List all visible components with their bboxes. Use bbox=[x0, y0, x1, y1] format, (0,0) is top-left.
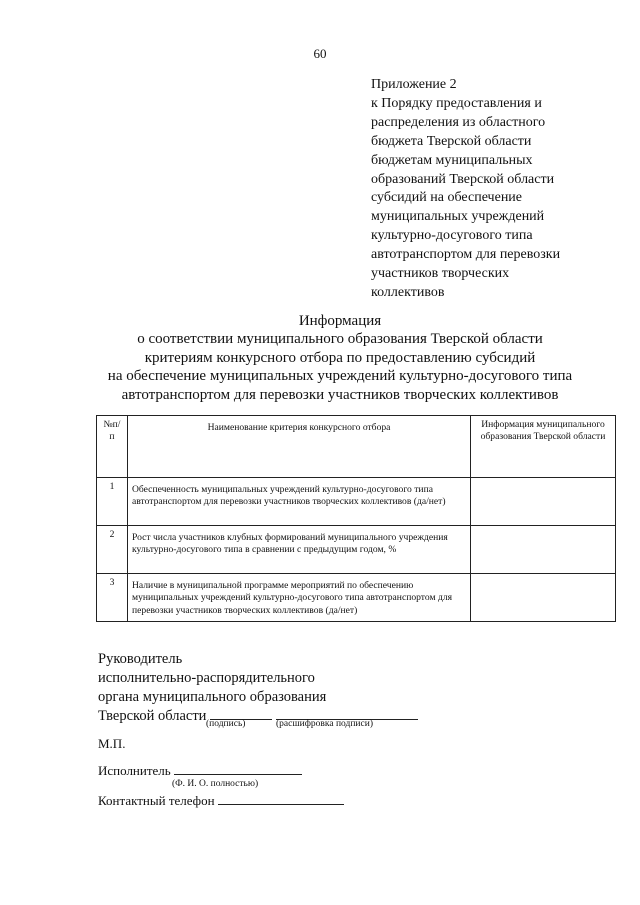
phone-field[interactable] bbox=[218, 792, 344, 805]
signature-line: Руководитель bbox=[98, 651, 183, 667]
row-criterion: Обеспеченность муниципальных учреждений культурно-досугового типа автотранспортом для перевозки участников творческих коллективов (да/нет) bbox=[128, 478, 471, 526]
appendix-line: участников творческих bbox=[371, 266, 510, 282]
title-line: критериям конкурсного отбора по предоставлению субсидий bbox=[144, 349, 536, 366]
appendix-line: образований Тверской области bbox=[371, 171, 555, 187]
row-info-cell[interactable] bbox=[471, 574, 616, 622]
executor-label: Исполнитель bbox=[98, 763, 171, 778]
header-info: Информация муниципального образования Тверской области bbox=[471, 416, 616, 478]
row-criterion: Рост числа участников клубных формирований муниципального учреждения культурно-досугового типа в сравнении с предыдущим годом, % bbox=[128, 526, 471, 574]
row-info-cell[interactable] bbox=[471, 526, 616, 574]
signature-line: Тверской области bbox=[98, 708, 207, 724]
signature-line: органа муниципального образования bbox=[98, 689, 327, 705]
row-criterion: Наличие в муниципальной программе мероприятий по обеспечению муниципальных учреждений культурно-досугового типа автотранспортом для перевозки участников творческих коллективов (да/нет) bbox=[128, 574, 471, 622]
appendix-line: автотранспортом для перевозки bbox=[371, 247, 561, 263]
appendix-line: культурно-досугового типа bbox=[371, 228, 533, 244]
header-criterion: Наименование критерия конкурсного отбора bbox=[128, 416, 471, 478]
appendix-line: распределения из областного bbox=[371, 114, 546, 130]
title-line: о соответствии муниципального образования Тверской области bbox=[137, 331, 543, 348]
appendix-line: бюджетам муниципальных bbox=[371, 152, 533, 168]
criteria-table bbox=[96, 415, 616, 622]
signature-line: исполнительно-распорядительного bbox=[98, 670, 315, 686]
appendix-line: к Порядку предоставления и bbox=[371, 95, 542, 111]
row-number: 1 bbox=[97, 478, 128, 526]
title-line: на обеспечение муниципальных учреждений культурно-досугового типа bbox=[107, 368, 573, 385]
decode-note: (расшифровка подписи) bbox=[276, 719, 373, 729]
appendix-line: Приложение 2 bbox=[371, 77, 457, 92]
appendix-line: субсидий на обеспечение bbox=[371, 190, 523, 206]
row-number: 2 bbox=[97, 526, 128, 574]
table-header-row bbox=[97, 416, 616, 478]
title-line: Информация bbox=[298, 313, 382, 329]
appendix-line: муниципальных учреждений bbox=[371, 209, 545, 225]
executor-note: (Ф. И. О. полностью) bbox=[172, 779, 259, 789]
row-number: 3 bbox=[97, 574, 128, 622]
appendix-block bbox=[371, 76, 621, 303]
table-row bbox=[97, 526, 616, 574]
signature-block bbox=[98, 650, 418, 726]
appendix-line: бюджета Тверской области bbox=[371, 133, 532, 149]
appendix-line: коллективов bbox=[371, 284, 445, 300]
executor-field[interactable] bbox=[174, 762, 302, 775]
sign-note: (подпись) bbox=[206, 719, 246, 729]
document-title bbox=[60, 312, 620, 404]
stamp-label: М.П. bbox=[98, 736, 126, 751]
table-row bbox=[97, 478, 616, 526]
table-row bbox=[97, 574, 616, 622]
row-info-cell[interactable] bbox=[471, 478, 616, 526]
title-line: автотранспортом для перевозки участников творческих коллективов bbox=[121, 386, 559, 403]
phone-row bbox=[98, 792, 344, 809]
executor-row bbox=[98, 762, 302, 779]
page-number: 60 bbox=[313, 46, 327, 61]
header-number: №п/п bbox=[97, 416, 128, 478]
phone-label: Контактный телефон bbox=[98, 793, 215, 808]
